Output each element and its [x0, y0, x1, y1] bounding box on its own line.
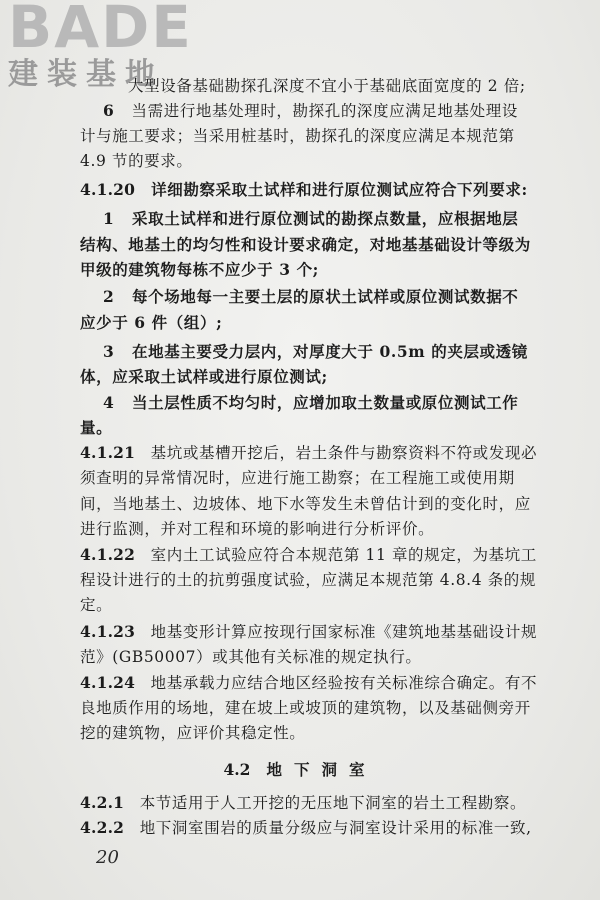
text-line [80, 595, 112, 615]
text-line [80, 235, 531, 255]
line-text: 大型设备基础勘探孔深度不宜小于基础底面宽度的 2 倍; [128, 77, 526, 95]
line-text: 应少于 6 件（组）; [80, 313, 223, 332]
text-line [80, 126, 515, 146]
line-text: 每个场地每一主要土层的原状土试样或原位测试数据不 [132, 287, 519, 306]
line-text: 地基承载力应结合地区经验按有关标准综合确定。有不 [150, 674, 538, 692]
clause-number: 1 [103, 209, 114, 228]
line-text: 定。 [80, 596, 113, 614]
line-text: 范》(GB50007）或其他有关标准的规定执行。 [80, 648, 422, 666]
clause-number: 4 [103, 393, 114, 412]
text-line [80, 494, 531, 514]
line-text: 在地基主要受力层内，对厚度大于 0.5m 的夹层或透镜 [132, 342, 528, 361]
page-number: 20 [96, 847, 119, 868]
line-text: 当土层性质不均匀时，应增加取土数量或原位测试工作 [132, 393, 519, 412]
text-line [128, 76, 526, 96]
text-line [103, 209, 518, 229]
line-text: 4.9 节的要求。 [80, 152, 193, 170]
text-line [80, 519, 434, 539]
clause-number: 4.2.1 [80, 793, 125, 812]
section-heading [0, 760, 600, 780]
clause-number: 4.1.21 [80, 443, 136, 462]
line-text: 进行监测，并对工程和环境的影响进行分析评价。 [80, 520, 435, 538]
text-line [80, 545, 537, 565]
clause-number: 2 [103, 287, 114, 306]
clause-number: 4.1.23 [80, 622, 136, 641]
clause-number: 6 [103, 101, 114, 120]
text-line [103, 287, 518, 307]
line-text: 采取土试样和进行原位测试的勘探点数量，应根据地层 [132, 209, 519, 228]
clause-number: 4.1.20 [80, 180, 136, 199]
section-title: 地下洞室 [266, 760, 377, 779]
clause-number: 4.1.24 [80, 673, 136, 692]
text-line [103, 101, 518, 121]
line-text: 基坑或基槽开挖后，岩土条件与勘察资料不符或发现必 [150, 444, 538, 462]
line-text: 当需进行地基处理时，勘探孔的深度应满足地基处理设 [131, 102, 518, 120]
line-text: 量。 [80, 418, 113, 437]
text-line [80, 443, 537, 463]
watermark-subtitle: 建装基地 [8, 57, 164, 92]
line-text: 地基变形计算应按现行国家标准《建筑地基基础设计规 [150, 623, 538, 641]
text-line [80, 570, 536, 590]
line-text: 计与施工要求；当采用桩基时，勘探孔的深度应满足本规范第 [80, 127, 515, 145]
text-line [80, 698, 531, 718]
text-line [80, 180, 528, 200]
line-text: 结构、地基土的均匀性和设计要求确定，对地基基础设计等级为 [80, 235, 531, 254]
line-text: 体，应采取土试样或进行原位测试; [80, 367, 328, 386]
text-line [80, 723, 305, 743]
text-line [80, 622, 537, 642]
text-line [80, 313, 222, 333]
line-text: 室内土工试验应符合本规范第 11 章的规定，为基坑工 [150, 546, 537, 564]
text-line [80, 818, 532, 838]
clause-number: 3 [103, 342, 114, 361]
line-text: 间，当地基土、边坡体、地下水等发生未曾估计到的变化时，应 [80, 495, 531, 513]
text-line [103, 393, 518, 413]
line-text: 本节适用于人工开挖的无压地下洞室的岩土工程勘察。 [139, 794, 527, 812]
text-line [80, 793, 526, 813]
text-line [80, 418, 112, 438]
text-line [80, 367, 328, 387]
section-number: 4.2 [223, 760, 251, 779]
clause-number: 4.1.22 [80, 545, 136, 564]
line-text: 须查明的异常情况时，应进行施工勘察；在工程施工或使用期 [80, 469, 515, 487]
line-text: 地下洞室围岩的质量分级应与洞室设计采用的标准一致, [139, 819, 532, 837]
watermark-brand: BADE [8, 0, 193, 61]
text-line [80, 151, 192, 171]
line-text: 良地质作用的场地，建在坡上或坡顶的建筑物，以及基础侧旁开 [80, 699, 531, 717]
line-text: 详细勘察采取土试样和进行原位测试应符合下列要求: [151, 180, 528, 199]
text-line [80, 647, 422, 667]
text-line [80, 468, 515, 488]
line-text: 程设计进行的土的抗剪强度试验，应满足本规范第 4.8.4 条的规 [80, 571, 536, 589]
line-text: 甲级的建筑物每栋不应少于 3 个; [80, 260, 319, 279]
text-line [103, 342, 528, 362]
text-line [80, 260, 319, 280]
text-line [80, 673, 537, 693]
clause-number: 4.2.2 [80, 818, 125, 837]
line-text: 挖的建筑物，应评价其稳定性。 [80, 724, 306, 742]
